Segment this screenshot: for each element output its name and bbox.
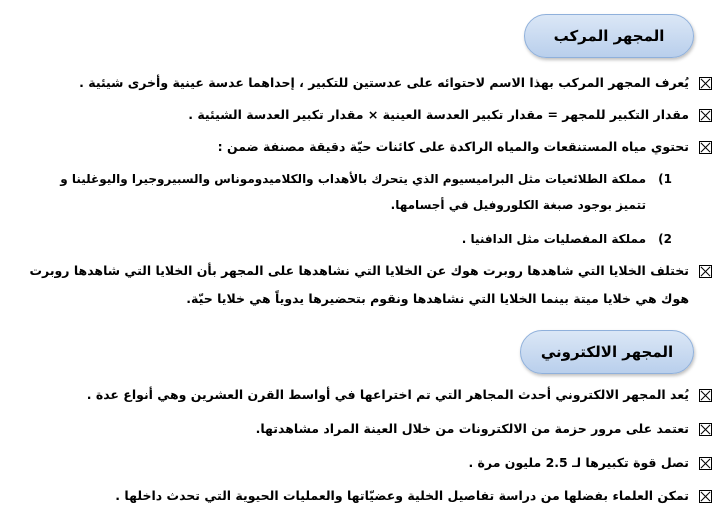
list-item [12, 420, 712, 438]
section-title-text: المجهر الالكتروني [540, 343, 674, 361]
checkbox-x-icon [699, 490, 712, 503]
list-item-text: تحتوي مياه المستنقعات والمياه الراكدة على كائنات حيّة دقيقة مصنفة ضمن : [217, 139, 689, 154]
list-item [12, 487, 712, 505]
checkbox-x-icon [699, 77, 712, 90]
checkbox-x-icon [699, 109, 712, 122]
sub-list-number: 1) [658, 172, 672, 186]
section-title-compound-microscope [524, 14, 694, 58]
list-item [12, 106, 712, 124]
list-item-text: تعتمد على مرور حزمة من الالكترونات من خلال العينة المراد مشاهدتها. [255, 421, 689, 436]
list-item-text: تختلف الخلايا التي شاهدها روبرت هوك عن الخلايا التي نشاهدها على المجهر بأن الخلايا التي شاهدها روبرت هوك هي خلايا ميتة بينما الخلايا التي نشاهدها ونقوم بتحضيرها يدوياً هي خلايا حيّة. [29, 263, 689, 306]
list-item-text: تصل قوة تكبيرها لـ 2.5 مليون مرة . [468, 455, 689, 470]
sub-list-item [42, 230, 672, 248]
checkbox-x-icon [699, 265, 712, 278]
checkbox-x-icon [699, 423, 712, 436]
sub-list-number: 2) [658, 232, 672, 246]
list-item [12, 262, 712, 313]
checkbox-x-icon [699, 141, 712, 154]
checkbox-x-icon [699, 389, 712, 402]
sub-list-item [42, 170, 672, 218]
list-item-text: يُعد المجهر الالكتروني أحدث المجاهر التي تم اختراعها في أواسط القرن العشرين وهي أنواع عدة . [86, 387, 689, 402]
section-title-text: المجهر المركب [553, 27, 665, 45]
list-item-text: تمكن العلماء بفضلها من دراسة تفاصيل الخلية وعضيّاتها والعمليات الحيوية التي تحدث داخلها . [115, 488, 689, 503]
list-item-text: مقدار التكبير للمجهر = مقدار تكبير العدسة العينية × مقدار تكبير العدسة الشيئية . [188, 107, 689, 122]
list-item [12, 386, 712, 404]
checkbox-x-icon [699, 457, 712, 470]
list-item [12, 454, 712, 472]
sub-list-text: مملكة الطلائعيات مثل البراميسيوم الذي يتحرك بالأهداب والكلاميدوموناس والسبيروجيرا واليوغلينا و تتميز بوجود صبغة الكلوروفيل في أجسامها. [60, 172, 646, 212]
list-item-text: يُعرف المجهر المركب بهذا الاسم لاحتوائه على عدستين للتكبير ، إحداهما عدسة عينية وأخرى شيئية . [79, 75, 689, 90]
sub-list-text: مملكة المفصليات مثل الدافنيا . [461, 232, 646, 246]
list-item [12, 74, 712, 92]
list-item [12, 138, 712, 156]
section-title-electron-microscope [520, 330, 694, 374]
